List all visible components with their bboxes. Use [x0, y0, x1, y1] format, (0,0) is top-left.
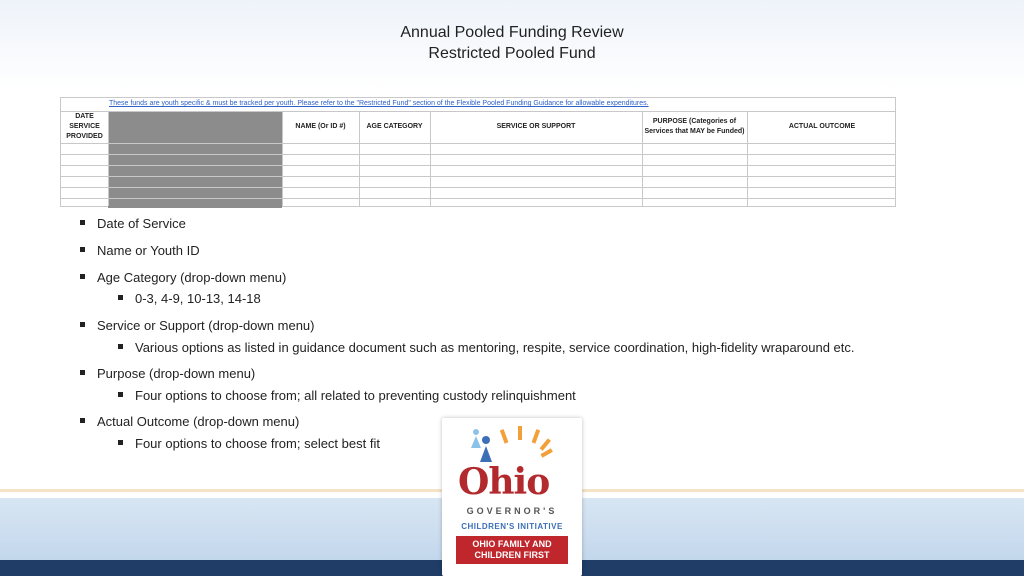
bullet-text: Service or Support (drop-down menu) — [97, 318, 315, 333]
logo-ofcf-box — [456, 536, 568, 564]
grid-line — [61, 176, 895, 177]
bullet-item — [80, 366, 255, 381]
sub-bullet-item — [118, 388, 576, 403]
bullet-item — [80, 318, 315, 333]
sheet-note: These funds are youth specific & must be tracked per youth. Please refer to the "Restricted Fund" section of the Flexible Pooled Funding Guidance for allowable expenditures. — [109, 100, 649, 107]
grid-line — [108, 111, 109, 206]
logo-ofcf-line-1: OHIO FAMILY AND — [472, 539, 552, 549]
logo-initiative-text: CHILDREN'S INITIATIVE — [461, 522, 563, 531]
bullet-text: Four options to choose from; all related to preventing custody relinquishment — [135, 388, 576, 403]
header-age: AGE CATEGORY — [366, 123, 423, 130]
grid-line — [61, 187, 895, 188]
square-bullet-icon — [118, 392, 123, 397]
bullet-text: Four options to choose from; select best fit — [135, 436, 380, 451]
title-line-1: Annual Pooled Funding Review — [400, 24, 624, 41]
header-date: DATE SERVICE PROVIDED — [66, 113, 103, 140]
bullet-text: Date of Service — [97, 216, 186, 231]
bullet-text: Various options as listed in guidance document such as mentoring, respite, service coordination, high-fidelity wraparound etc. — [135, 340, 855, 355]
bullet-item — [80, 243, 200, 258]
header-outcome: ACTUAL OUTCOME — [788, 123, 856, 130]
sub-bullet-item — [118, 291, 261, 306]
square-bullet-icon — [80, 274, 85, 279]
slide-title — [0, 22, 1024, 64]
bullet-item — [80, 216, 186, 231]
bullet-text: 0-3, 4-9, 10-13, 14-18 — [135, 291, 261, 306]
grid-line — [61, 154, 895, 155]
square-bullet-icon — [80, 247, 85, 252]
square-bullet-icon — [80, 418, 85, 423]
square-bullet-icon — [118, 295, 123, 300]
square-bullet-icon — [80, 370, 85, 375]
square-bullet-icon — [80, 220, 85, 225]
logo-ohio-text: Ohio — [458, 461, 550, 503]
grid-line — [61, 143, 895, 144]
bullet-text: Actual Outcome (drop-down menu) — [97, 414, 300, 429]
bullet-item — [80, 414, 299, 429]
header-service: SERVICE OR SUPPORT — [496, 123, 576, 130]
sub-bullet-item — [118, 340, 855, 355]
sub-bullet-item — [118, 436, 380, 451]
header-name: NAME (Or ID #) — [295, 123, 346, 130]
logo-governors-text: GOVERNOR'S — [466, 506, 558, 516]
bullet-text: Purpose (drop-down menu) — [97, 366, 256, 381]
redacted-block — [108, 111, 282, 208]
square-bullet-icon — [118, 440, 123, 445]
grid-line — [61, 198, 895, 199]
spreadsheet-image — [60, 97, 896, 207]
header-purpose: PURPOSE (Categories of Services that MAY be Funded) — [644, 118, 745, 135]
ohio-governors-childrens-initiative-logo — [442, 418, 582, 576]
bullet-text: Age Category (drop-down menu) — [97, 270, 287, 285]
bullet-item — [80, 270, 286, 285]
square-bullet-icon — [80, 322, 85, 327]
title-line-2: Restricted Pooled Fund — [428, 45, 596, 62]
bullet-text: Name or Youth ID — [97, 243, 200, 258]
grid-line — [61, 165, 895, 166]
logo-ofcf-line-2: CHILDREN FIRST — [474, 550, 550, 560]
square-bullet-icon — [118, 344, 123, 349]
